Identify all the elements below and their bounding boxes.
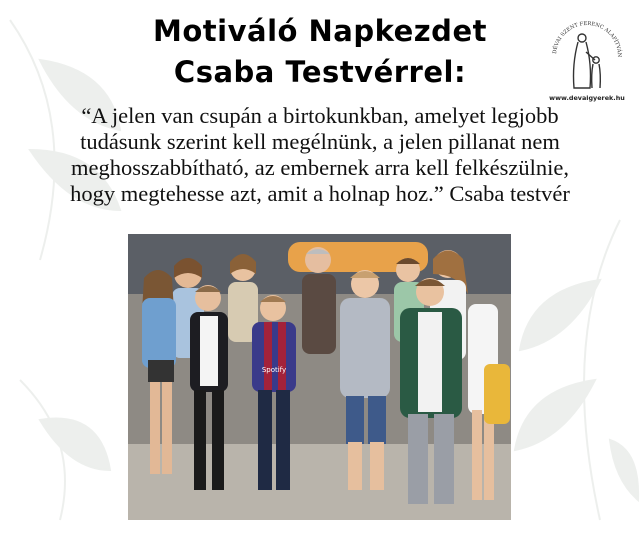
leaf-decoration-right-icon [500,200,640,536]
shirt-logo-text: Spotify [261,366,287,374]
page-title-line2: Csaba Testvérrel: [173,55,467,89]
page-title-line1: Motiváló Napkezdet [153,14,487,48]
logo-arc-text: DÉVAI SZENT FERENC ALAPÍTVÁN [552,20,623,58]
quote-line: tudásunk szerint kell megélnünk, a jelen pillanat nem [80,129,560,154]
quote-line: hogy megtehesse azt, amit a holnap hoz.” Csaba testvér [70,181,570,206]
group-photo-illustration [128,234,511,520]
quote-text [0,103,640,207]
quote-line: meghosszabbítható, az embernek arra kell felkészülnie, [71,155,569,180]
group-photo [128,234,511,520]
quote-line: “A jelen van csupán a birtokunkban, amelyet legjobb [81,103,559,128]
svg-text:DÉVAI SZENT FERENC ALAPÍTVÁNY [548,8,623,58]
foundation-logo-icon [548,8,626,106]
logo-url: www.devaigyerek.hu [549,94,625,102]
